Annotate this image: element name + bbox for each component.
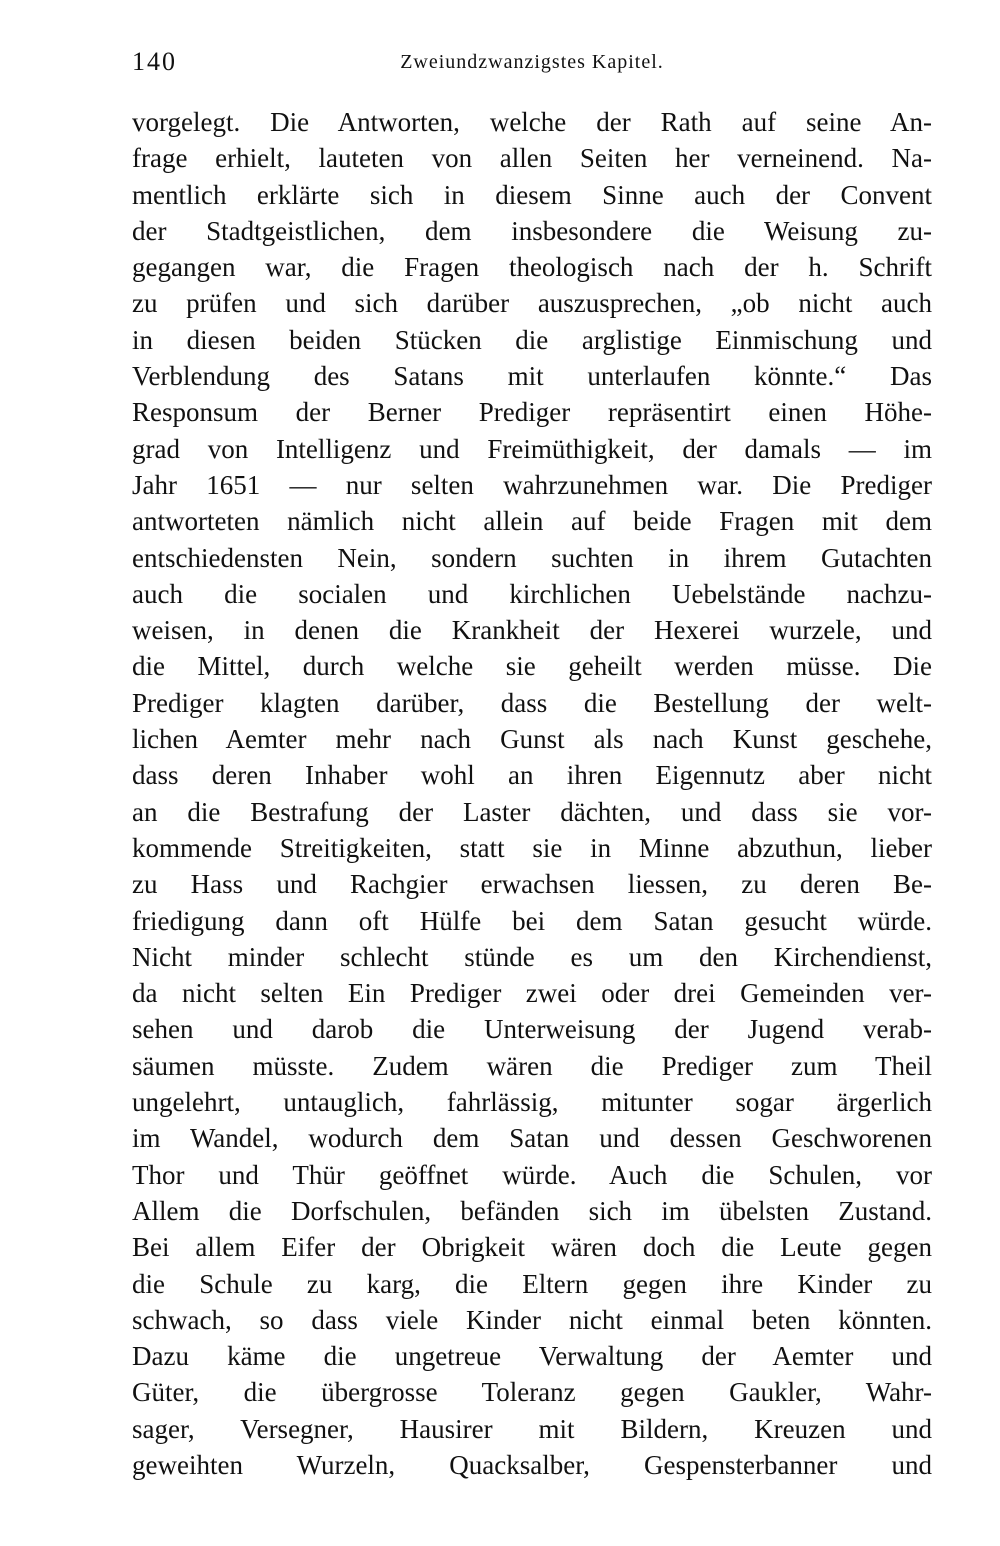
text-line: sehen und darob die Unterweisung der Jugend verab- [132,1014,932,1045]
text-line: Güter, die übergrosse Toleranz gegen Gaukler, Wahr- [132,1377,932,1408]
text-line: gegangen war, die Fragen theologisch nach der h. Schrift [132,252,932,283]
text-line: die Schule zu karg, die Eltern gegen ihre Kinder zu [132,1268,932,1299]
body-text [132,104,932,1483]
text-line: sager, Versegner, Hausirer mit Bildern, Kreuzen und [132,1413,932,1444]
text-line: kommende Streitigkeiten, statt sie in Minne abzuthun, lieber [132,832,932,863]
text-line: der Stadtgeistlichen, dem insbesondere die Weisung zu- [132,215,932,246]
text-line: Responsum der Berner Prediger repräsentirt einen Höhe- [132,397,932,428]
text-line: Nicht minder schlecht stünde es um den Kirchendienst, [132,941,932,972]
text-line: dass deren Inhaber wohl an ihren Eigennutz aber nicht [132,760,932,791]
text-line: Thor und Thür geöffnet würde. Auch die Schulen, vor [132,1159,932,1190]
running-title: Zweiundzwanzigstes Kapitel. [400,51,664,73]
text-line: zu prüfen und sich darüber auszusprechen, „ob nicht auch [132,288,932,319]
text-line: ungelehrt, untauglich, fahrlässig, mitunter sogar ärgerlich [132,1087,932,1118]
text-line: Jahr 1651 — nur selten wahrzunehmen war. Die Prediger [132,469,932,500]
text-line: vorgelegt. Die Antworten, welche der Rath auf seine An- [132,107,932,137]
running-head [132,42,932,82]
text-line: geweihten Wurzeln, Quacksalber, Gespensterbanner und [132,1449,932,1480]
text-line: grad von Intelligenz und Freimüthigkeit, der damals — im [132,433,932,464]
text-line: Allem die Dorfschulen, befänden sich im übelsten Zustand. [132,1195,932,1226]
text-line: mentlich erklärte sich in diesem Sinne auch der Convent [132,179,932,210]
text-line: zu Hass und Rachgier erwachsen liessen, zu deren Be- [132,869,932,900]
text-line: frage erhielt, lauteten von allen Seiten her verneinend. Na- [132,143,932,174]
text-line: entschiedensten Nein, sondern suchten in ihrem Gutachten [132,542,932,573]
text-line: antworteten nämlich nicht allein auf beide Fragen mit dem [132,506,932,537]
text-line: schwach, so dass viele Kinder nicht einmal beten könnten. [132,1304,932,1335]
text-line: lichen Aemter mehr nach Gunst als nach Kunst geschehe, [132,724,932,755]
text-line: im Wandel, wodurch dem Satan und dessen Geschworenen [132,1123,932,1154]
text-line: in diesen beiden Stücken die arglistige Einmischung und [132,324,932,355]
text-line: Dazu käme die ungetreue Verwaltung der Aemter und [132,1341,932,1372]
text-line: weisen, in denen die Krankheit der Hexerei wurzele, und [132,615,932,646]
text-line: friedigung dann oft Hülfe bei dem Satan gesucht würde. [132,905,932,936]
page-number: 140 [132,47,177,76]
text-line: die Mittel, durch welche sie geheilt werden müsse. Die [132,651,932,682]
text-line: auch die socialen und kirchlichen Uebelstände nachzu- [132,578,932,609]
text-line: an die Bestrafung der Laster dächten, und dass sie vor- [132,796,932,827]
text-line: Prediger klagten darüber, dass die Bestellung der welt- [132,687,932,718]
text-line: Bei allem Eifer der Obrigkeit wären doch die Leute gegen [132,1232,932,1263]
text-line: da nicht selten Ein Prediger zwei oder drei Gemeinden ver- [132,978,932,1009]
text-line: säumen müsste. Zudem wären die Prediger zum Theil [132,1050,932,1081]
text-line: Verblendung des Satans mit unterlaufen könnte.“ Das [132,361,932,392]
